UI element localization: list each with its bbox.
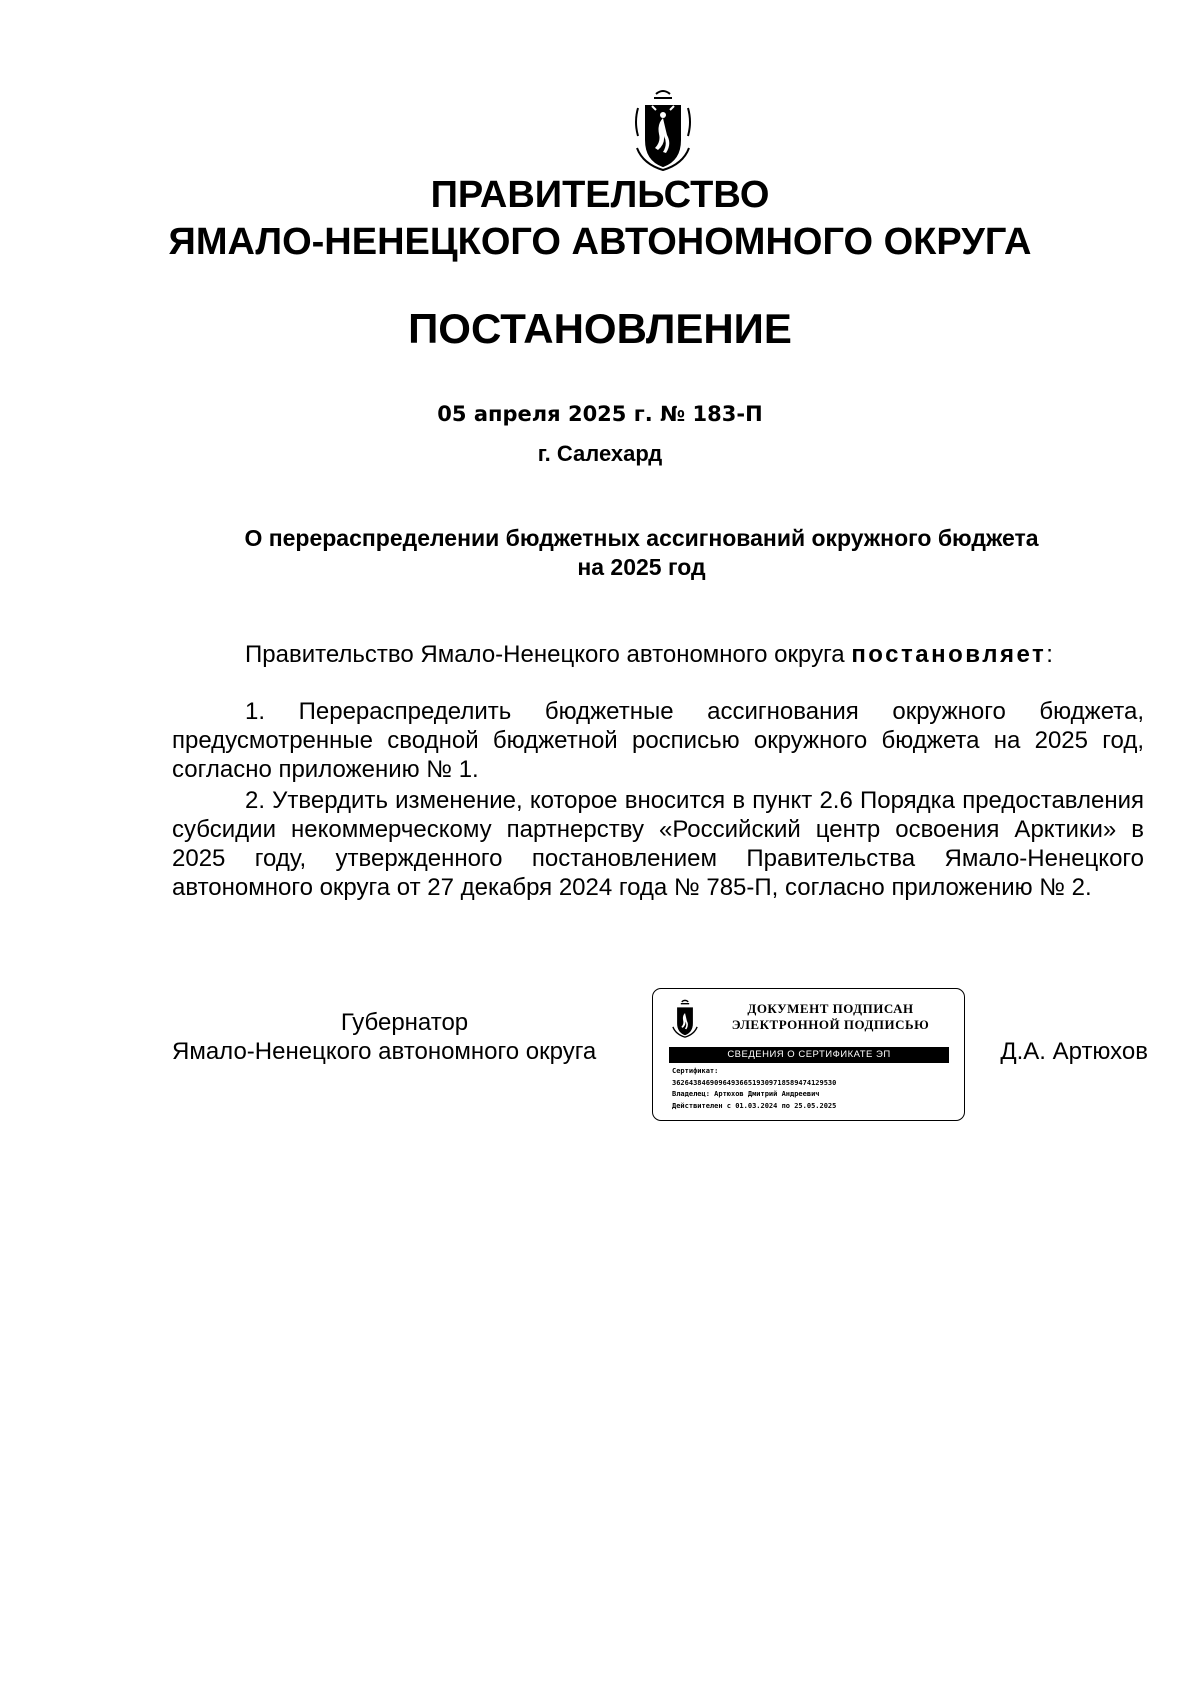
stamp-title-line-1: ДОКУМЕНТ ПОДПИСАН	[747, 1001, 914, 1016]
preamble	[172, 640, 1144, 669]
preamble-text: Правительство Ямало-Ненецкого автономного округа	[245, 641, 852, 668]
stamp-certificate-bar: СВЕДЕНИЯ О СЕРТИФИКАТЕ ЭП	[669, 1047, 949, 1063]
signatory-post	[172, 1008, 637, 1066]
org-line-1: ПРАВИТЕЛЬСТВО	[430, 174, 770, 216]
org-line-2: ЯМАЛО-НЕНЕЦКОГО АВТОНОМНОГО ОКРУГА	[168, 221, 1032, 263]
preamble-keyword: постановляет	[851, 641, 1047, 668]
resolution-item-2: 2. Утвердить изменение, которое вносится в пункт 2.6 Порядка предоставления субсидии некоммерческому партнерству «Российский центр освоения Арктики» в 2025 году, утвержденного постановлением Правительства Ямало-Ненецкого автономного округа от 27 декабря 2024 года № 785-П, согласно приложению № 2.	[172, 787, 1144, 901]
stamp-title	[713, 1001, 948, 1033]
government-title	[0, 172, 1200, 266]
stamp-certificate-info	[672, 1066, 957, 1112]
resolution-items	[172, 697, 1144, 902]
resolution-item-1: 1. Перераспределить бюджетные ассигнования окружного бюджета, предусмотренные сводной бюджетной росписью окружного бюджета на 2025 год, согласно приложению № 1.	[172, 698, 1144, 783]
document-type: ПОСТАНОВЛЕНИЕ	[408, 305, 792, 352]
stamp-cert-number: 3626438469096493665193097185894741295З0	[672, 1078, 837, 1087]
stamp-title-line-2: ЭЛЕКТРОННОЙ ПОДПИСЬЮ	[731, 1017, 930, 1032]
coat-of-arms-emblem	[634, 88, 692, 174]
stamp-validity: Действителен с 01.03.2024 по 25.05.2025	[672, 1101, 837, 1110]
preamble-colon: :	[1046, 641, 1053, 668]
signatory-post-line-2: Ямало-Ненецкого автономного округа	[172, 1038, 597, 1065]
document-subject	[170, 524, 1113, 582]
date-and-number: 05 апреля 2025 г. № 183-П	[437, 402, 763, 426]
signatory-post-line-1: Губернатор	[340, 1009, 469, 1036]
electronic-signature-stamp	[652, 988, 965, 1121]
stamp-emblem-icon	[671, 999, 699, 1039]
subject-line-1: О перераспределении бюджетных ассигнований окружного бюджета	[244, 525, 1039, 551]
subject-line-2: на 2025 год	[577, 554, 706, 580]
stamp-cert-label: Сертификат:	[672, 1067, 719, 1075]
signatory-name: Д.А. Артюхов	[1000, 1038, 1148, 1065]
stamp-owner: Владелец: Артюхов Дмитрий Андреевич	[672, 1090, 820, 1098]
city: г. Салехард	[537, 441, 663, 466]
